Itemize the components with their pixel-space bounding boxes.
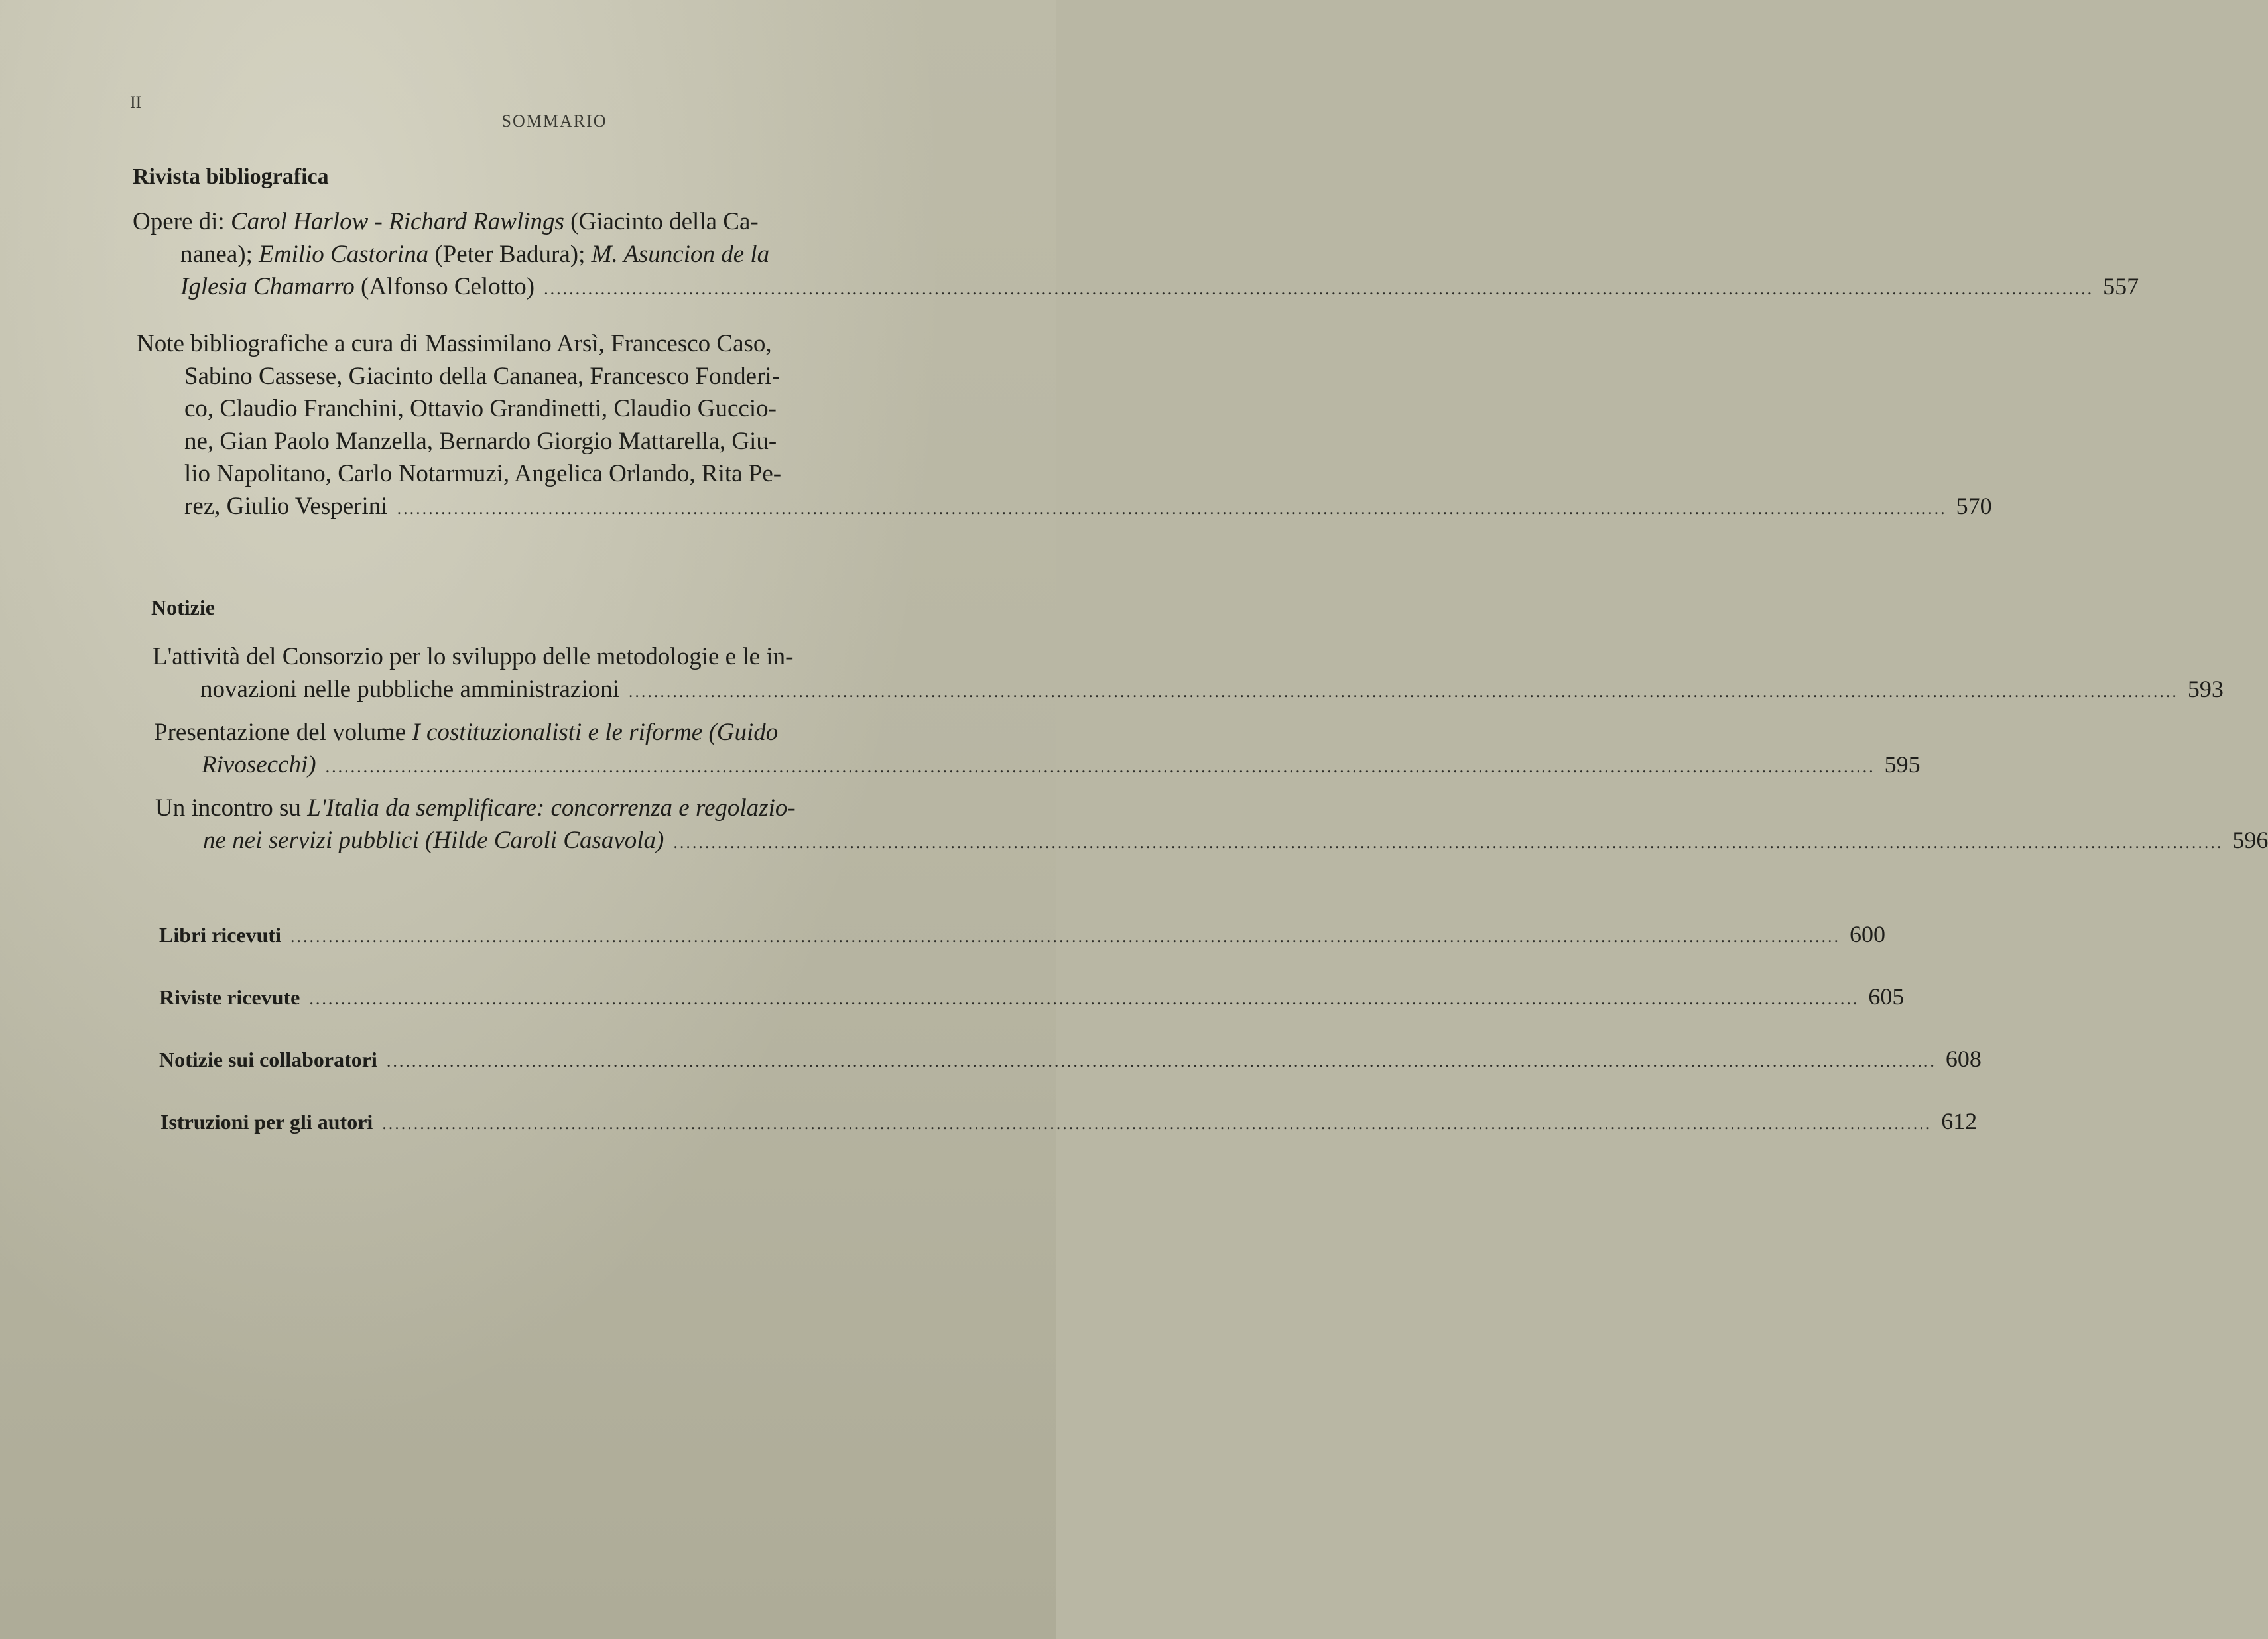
entry-text: nanea); xyxy=(180,241,259,268)
entry-text: (Peter Badura); xyxy=(428,241,592,268)
toc-entry-consorzio xyxy=(153,640,2224,707)
entry-line xyxy=(133,238,948,271)
entry-line-leader xyxy=(137,490,1992,524)
entry-title: Notizie sui collaboratori xyxy=(159,1048,377,1071)
toc-entry-notizie-collaboratori xyxy=(159,1045,1982,1073)
toc-entry-libri-ricevuti xyxy=(159,920,1885,948)
entry-text-italic: Rivosecchi) xyxy=(202,751,316,778)
entry-line xyxy=(154,716,938,749)
dot-leader xyxy=(309,989,1859,1009)
dot-leader xyxy=(397,499,1947,518)
entry-text: Opere di: xyxy=(133,208,231,235)
page-number: 608 xyxy=(1945,1046,1982,1072)
entry-text-italic: L'Italia da semplificare: concorrenza e regolazio- xyxy=(307,794,796,821)
entry-text-italic: I costituzionalisti e le riforme (Guido xyxy=(412,719,779,746)
entry-line: Note bibliografiche a cura di Massimilano Arsì, Francesco Caso, xyxy=(137,330,772,357)
entry-line: ne, Gian Paolo Manzella, Bernardo Giorgio Mattarella, Giu- xyxy=(184,428,777,455)
entry-line: L'attività del Consorzio per lo sviluppo delle metodologie e le in- xyxy=(153,643,794,670)
dot-leader xyxy=(382,1114,1932,1134)
page-folio: II xyxy=(130,93,142,112)
page-number: 595 xyxy=(1884,751,1921,778)
page-number: 557 xyxy=(2103,273,2139,300)
entry-title: Libri ricevuti xyxy=(159,923,281,947)
running-head: SOMMARIO xyxy=(501,111,607,131)
toc-entry-incontro xyxy=(155,792,2268,859)
entry-text-italic: ne nei servizi pubblici (Hilde Caroli Casavola) xyxy=(203,827,664,854)
toc-entry-istruzioni-autori xyxy=(160,1107,1978,1135)
entry-text-italic: Carol Harlow - Richard Rawlings xyxy=(230,208,564,235)
entry-text-italic: Iglesia Chamarro xyxy=(180,273,355,300)
entry-title: Istruzioni per gli autori xyxy=(160,1110,373,1134)
toc-entry-note xyxy=(137,328,1992,524)
entry-text: rez, Giulio Vesperini xyxy=(184,493,388,520)
entry-line: Sabino Cassese, Giacinto della Cananea, Francesco Fonderi- xyxy=(184,363,781,390)
dot-leader xyxy=(673,833,2223,852)
dot-leader xyxy=(629,682,2178,701)
entry-line-leader xyxy=(133,271,2139,305)
section-heading-notizie: Notizie xyxy=(151,595,215,619)
entry-text: Un incontro su xyxy=(155,794,308,821)
entry-line-leader xyxy=(155,824,2268,859)
dot-leader xyxy=(290,927,1840,947)
entry-line-leader xyxy=(154,749,1921,783)
entry-line xyxy=(133,206,948,238)
entry-line: co, Claudio Franchini, Ottavio Grandinetti, Claudio Guccio- xyxy=(184,395,777,422)
toc-entry-riviste-ricevute xyxy=(159,983,1905,1010)
entry-text-italic: M. Asuncion de la xyxy=(591,241,770,268)
entry-line xyxy=(155,792,936,824)
toc-entry-opere xyxy=(133,206,2139,305)
dot-leader xyxy=(326,757,1875,776)
entry-text: Presentazione del volume xyxy=(154,719,412,746)
page-number: 596 xyxy=(2232,827,2268,853)
section-heading-rivista: Rivista bibliografica xyxy=(133,164,329,189)
page-number: 612 xyxy=(1941,1108,1978,1134)
dot-leader xyxy=(387,1052,1936,1071)
entry-text: (Giacinto della Ca- xyxy=(564,208,759,235)
page-number: 570 xyxy=(1956,493,1992,519)
entry-text: (Alfonso Celotto) xyxy=(354,273,535,300)
entry-title: Riviste ricevute xyxy=(159,985,300,1009)
toc-entry-presentazione xyxy=(154,716,1921,783)
page-number: 600 xyxy=(1849,921,1885,947)
entry-line: lio Napolitano, Carlo Notarmuzi, Angelica Orlando, Rita Pe- xyxy=(184,460,782,487)
entry-line-leader xyxy=(153,673,2224,707)
entry-text: novazioni nelle pubbliche amministrazioni xyxy=(200,676,619,703)
dot-leader xyxy=(544,279,2094,298)
page-number: 593 xyxy=(2187,676,2224,702)
entry-text-italic: Emilio Castorina xyxy=(259,241,429,268)
page-number: 605 xyxy=(1868,983,1905,1010)
